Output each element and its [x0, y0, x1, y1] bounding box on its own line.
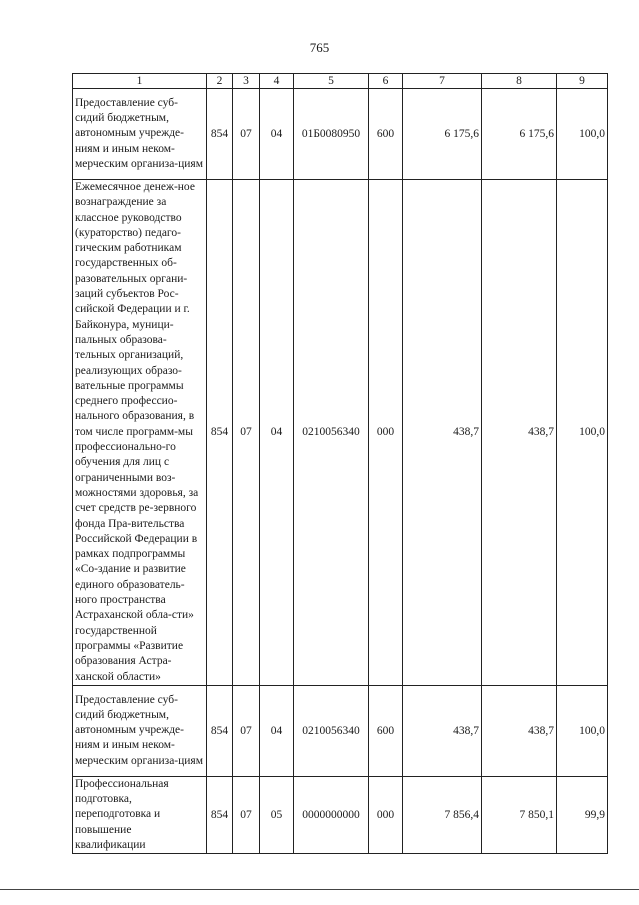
cell-section: 07 [233, 776, 260, 853]
cell-planned-amount: 438,7 [403, 180, 482, 686]
page-bottom-rule [0, 889, 639, 890]
cell-percent: 99,9 [557, 776, 608, 853]
cell-target-article: 0210056340 [294, 685, 369, 776]
cell-ministry-code: 854 [207, 776, 233, 853]
cell-expense-type: 600 [369, 685, 403, 776]
table-row [73, 776, 608, 853]
cell-expense-type: 000 [369, 180, 403, 686]
cell-percent: 100,0 [557, 89, 608, 180]
cell-actual-amount: 438,7 [482, 685, 557, 776]
cell-section: 07 [233, 180, 260, 686]
header-row [73, 74, 608, 89]
col-header-5: 5 [294, 74, 369, 89]
col-header-3: 3 [233, 74, 260, 89]
col-header-4: 4 [260, 74, 294, 89]
cell-ministry-code: 854 [207, 180, 233, 686]
cell-subsection: 04 [260, 685, 294, 776]
col-header-6: 6 [369, 74, 403, 89]
cell-expense-type: 600 [369, 89, 403, 180]
cell-target-article: 0210056340 [294, 180, 369, 686]
row-description: Ежемесячное денеж-ное вознаграждение за классное руководство (кураторство) педаго-гическим работникам государственных об-разовательных органи-заций субъектов Рос-сийской Федерации и г. Байконура, муници-пальных образова-тельных организаций, реализующих образо-вательные программы среднего профессио-нального образования, в том числе программ-мы профессионально-го обучения для лиц с ограниченными воз-можностями здоровья, за счет средств ре-зервного фонда Пра-вительства Российской Федерации в рамках подпрограммы «Со-здание и развитие единого образователь-ного пространства Астраханской обла-сти» государственной программы «Развитие образования Астра-ханской области» [73, 180, 207, 686]
budget-table [72, 73, 608, 854]
col-header-9: 9 [557, 74, 608, 89]
cell-target-article: 01Б0080950 [294, 89, 369, 180]
cell-percent: 100,0 [557, 180, 608, 686]
cell-actual-amount: 438,7 [482, 180, 557, 686]
cell-target-article: 0000000000 [294, 776, 369, 853]
cell-ministry-code: 854 [207, 89, 233, 180]
page-number: 765 [309, 40, 330, 55]
cell-section: 07 [233, 685, 260, 776]
cell-subsection: 05 [260, 776, 294, 853]
cell-ministry-code: 854 [207, 685, 233, 776]
cell-subsection: 04 [260, 180, 294, 686]
cell-expense-type: 000 [369, 776, 403, 853]
row-description: Профессиональная подготовка, переподготовка и повышение квалификации [73, 776, 207, 853]
table-row [73, 685, 608, 776]
col-header-1: 1 [73, 74, 207, 89]
col-header-8: 8 [482, 74, 557, 89]
cell-actual-amount: 7 850,1 [482, 776, 557, 853]
cell-actual-amount: 6 175,6 [482, 89, 557, 180]
col-header-2: 2 [207, 74, 233, 89]
cell-planned-amount: 438,7 [403, 685, 482, 776]
row-description: Предоставление суб-сидий бюджетным, автономным учрежде-ниям и иным неком-мерческим организа-циям [73, 685, 207, 776]
cell-planned-amount: 7 856,4 [403, 776, 482, 853]
cell-subsection: 04 [260, 89, 294, 180]
cell-percent: 100,0 [557, 685, 608, 776]
table-row [73, 180, 608, 686]
row-description: Предоставление суб-сидий бюджетным, автономным учрежде-ниям и иным неком-мерческим организа-циям [73, 89, 207, 180]
col-header-7: 7 [403, 74, 482, 89]
cell-planned-amount: 6 175,6 [403, 89, 482, 180]
cell-section: 07 [233, 89, 260, 180]
table-row [73, 89, 608, 180]
